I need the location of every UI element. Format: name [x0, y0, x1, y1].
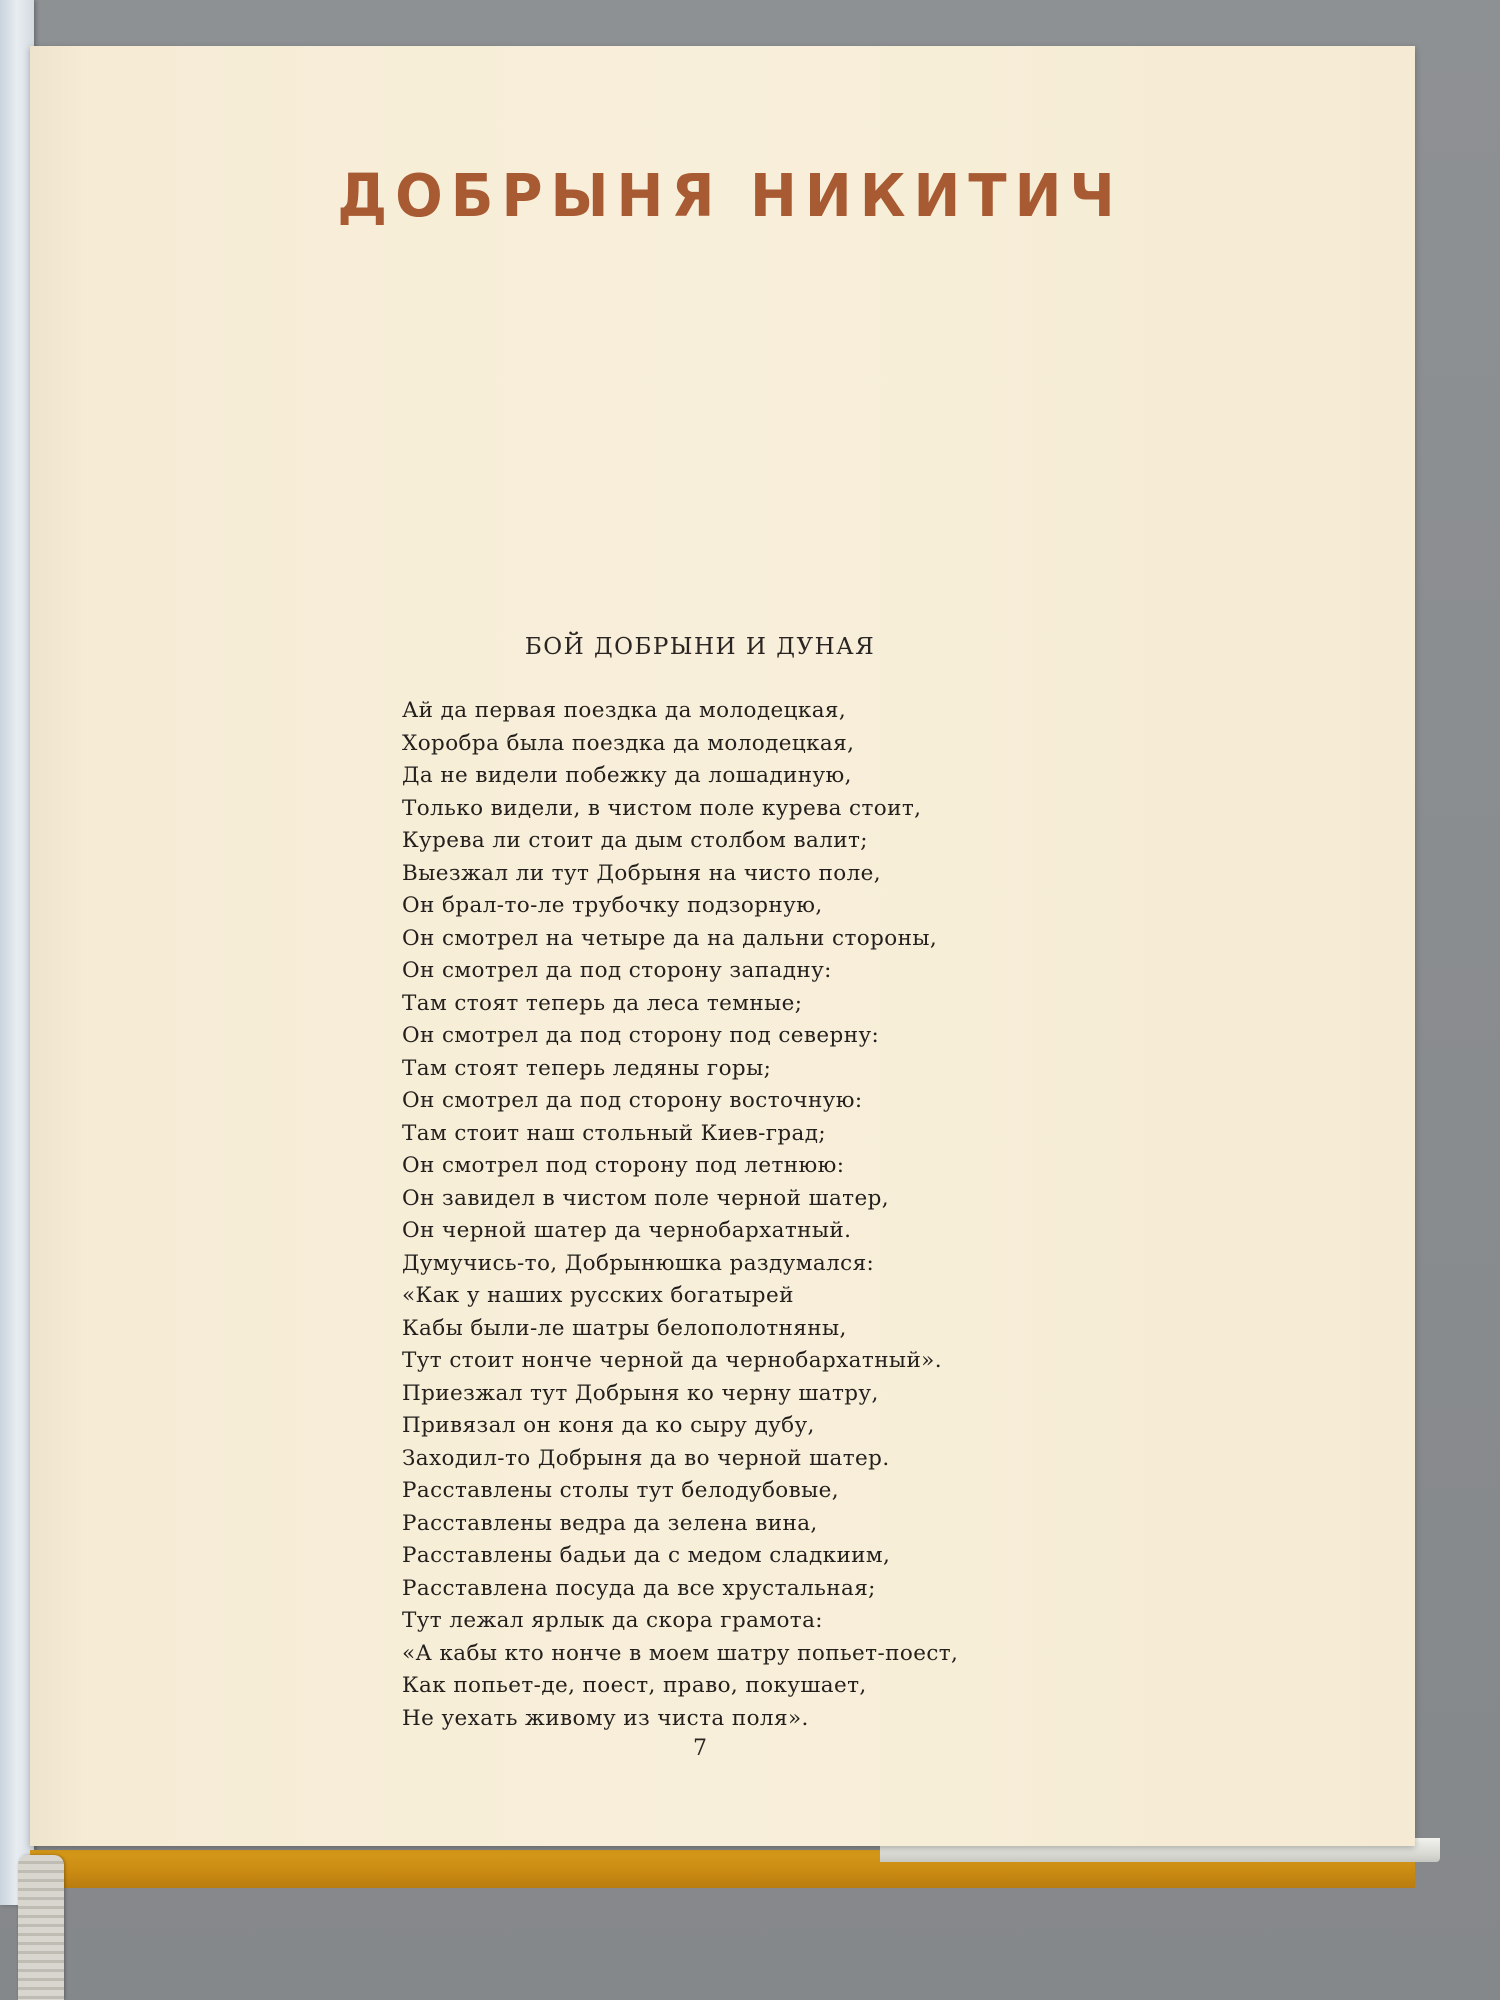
- verse-line: Там стоят теперь да леса темные;: [402, 990, 803, 1016]
- verse-line: Привязал он коня да ко сыру дубу,: [402, 1413, 815, 1438]
- verse-lines: [402, 695, 958, 1735]
- previous-page-edge: [0, 0, 34, 1905]
- verse-line: Кабы были-ле шатры белополотняны,: [402, 1315, 847, 1341]
- verse-line: Он завидел в чистом поле черной шатер,: [402, 1185, 889, 1211]
- verse-line: Он смотрел на четыре да на дальни стороны,: [402, 925, 938, 951]
- verse-line: Не уехать живому из чиста поля».: [402, 1705, 809, 1731]
- verse-line: Тут лежал ярлык да скора грамота:: [402, 1608, 823, 1633]
- verse-line: Хоробра была поездка да молодецкая,: [402, 730, 855, 756]
- verse-line: Как попьет-де, поест, право, покушает,: [402, 1673, 867, 1698]
- verse-line: Он смотрел да под сторону восточную:: [402, 1088, 863, 1113]
- verse-line: Курева ли стоит да дым столбом валит;: [402, 828, 868, 853]
- verse-line: Он брал-то-ле трубочку подзорную,: [402, 893, 823, 918]
- verse-line: Ай да первая поездка да молодецкая,: [402, 698, 847, 723]
- poem-title: БОЙ ДОБРЫНИ И ДУНАЯ: [524, 634, 876, 660]
- verse-line: Там стоят теперь ледяны горы;: [402, 1055, 772, 1081]
- verse-line: Выезжал ли тут Добрыня на чисто поле,: [402, 860, 882, 886]
- verse-line: «Как у наших русских богатырей: [402, 1283, 794, 1308]
- book-page: [30, 46, 1415, 1846]
- verse-line: Расставлены столы тут белодубовые,: [402, 1478, 840, 1503]
- verse-line: Расставлены бадьи да с медом сладкиим,: [402, 1543, 891, 1568]
- verse-line: Расставлена посуда да все хрустальная;: [402, 1575, 876, 1601]
- verse-line: Приезжал тут Добрыня ко черну шатру,: [402, 1380, 879, 1406]
- verse-line: Он черной шатер да чернобархатный.: [402, 1218, 852, 1243]
- verse-line: Тут стоит нонче черной да чернобархатный».: [402, 1348, 942, 1373]
- verse-line: Там стоит наш стольный Киев-град;: [402, 1120, 827, 1146]
- verse-line: Он смотрел да под сторону западну:: [402, 958, 832, 983]
- verse-line: Да не видели побежку да лошадиную,: [402, 763, 852, 788]
- page-number: 7: [693, 1736, 707, 1761]
- bookmark-ribbon: [18, 1855, 64, 2000]
- verse-line: «А кабы кто нонче в моем шатру попьет-поест,: [402, 1640, 959, 1666]
- verse-line: Заходил-то Добрыня да во черной шатер.: [402, 1445, 890, 1471]
- verse-line: Только видели, в чистом поле курева стоит,: [402, 795, 922, 821]
- verse-line: Думучись-то, Добрынюшка раздумался:: [402, 1250, 875, 1276]
- chapter-title: ДОБРЫНЯ НИКИТИЧ: [337, 162, 1123, 231]
- verse-line: Расставлены ведра да зелена вина,: [402, 1510, 818, 1536]
- verse-line: Он смотрел да под сторону под северну:: [402, 1023, 880, 1048]
- verse-line: Он смотрел под сторону под летнюю:: [402, 1153, 845, 1178]
